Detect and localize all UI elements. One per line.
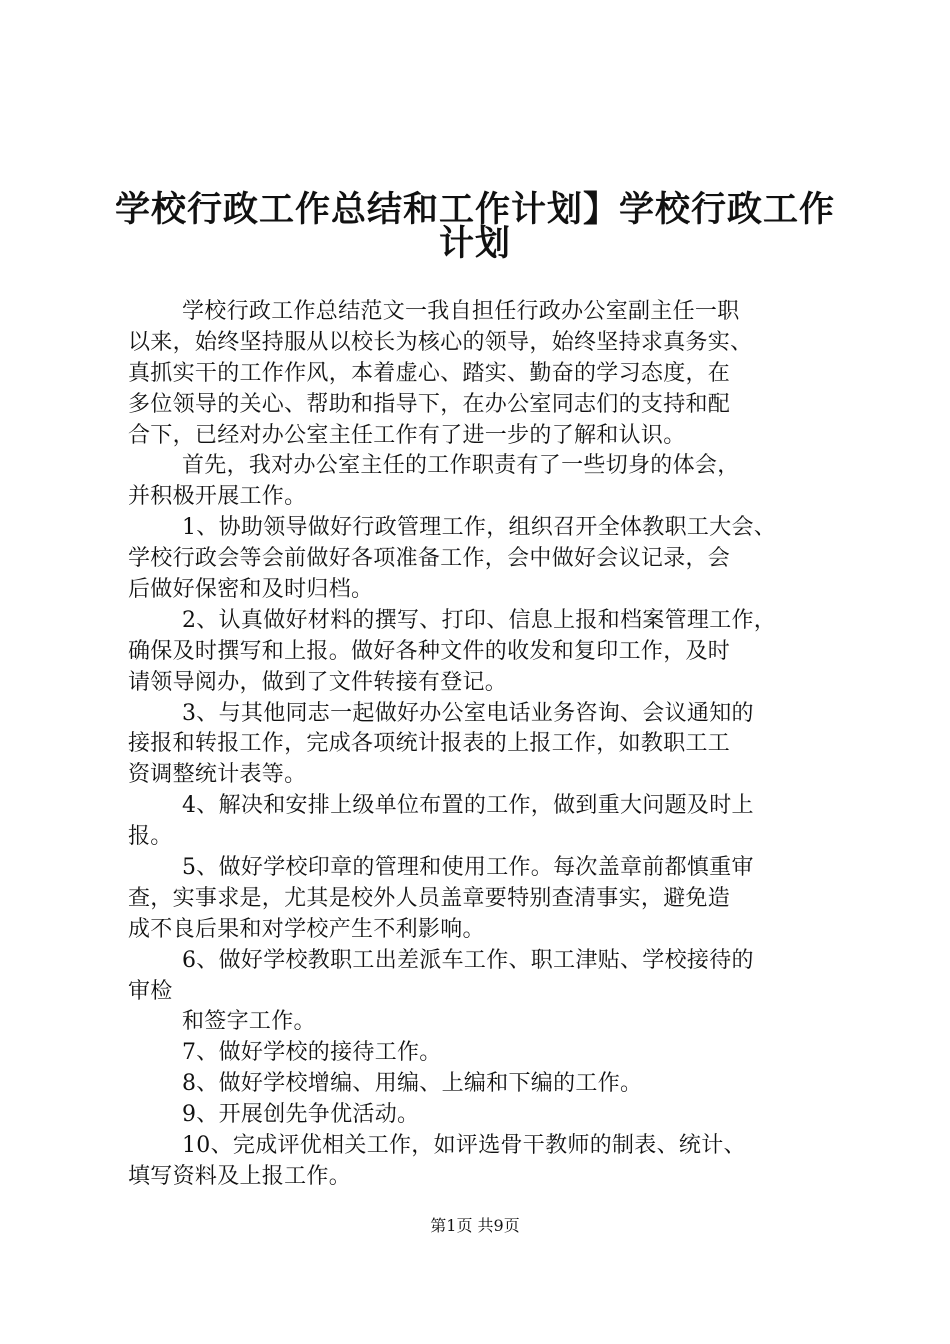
body-text-line: 7、做好学校的接待工作。 [182, 1040, 442, 1066]
body-text-line: 后做好保密和及时归档。 [128, 577, 374, 603]
body-text-line: 请领导阅办，做到了文件转接有登记。 [128, 669, 508, 695]
document-title-line-2: 计划 [438, 224, 511, 264]
body-text-line: 8、做好学校增编、用编、上编和下编的工作。 [182, 1071, 643, 1097]
body-text-line: 5、做好学校印章的管理和使用工作。每次盖章前都慎重审 [182, 855, 754, 881]
body-text-line: 并积极开展工作。 [128, 484, 307, 510]
body-text-line: 学校行政会等会前做好各项准备工作，会中做好会议记录，会 [128, 546, 731, 572]
body-text-line: 4、解决和安排上级单位布置的工作，做到重大问题及时上 [182, 793, 754, 819]
body-text-line: 填写资料及上报工作。 [128, 1163, 352, 1189]
body-text-line: 合下，已经对办公室主任工作有了进一步的了解和认识。 [128, 422, 686, 448]
body-text-line: 1、协助领导做好行政管理工作，组织召开全体教职工大会、 [182, 515, 777, 541]
body-text-line: 成不良后果和对学校产生不利影响。 [128, 916, 485, 942]
body-text-line: 3、与其他同志一起做好办公室电话业务咨询、会议通知的 [182, 700, 754, 726]
body-text-line: 9、开展创先争优活动。 [182, 1102, 420, 1128]
body-text-line: 以来，始终坚持服从以校长为核心的领导，始终坚持求真务实、 [128, 329, 753, 355]
body-text-line: 6、做好学校教职工出差派车工作、职工津贴、学校接待的 [182, 947, 754, 973]
document-body [128, 297, 838, 1193]
body-text-line: 2、认真做好材料的撰写、打印、信息上报和档案管理工作， [182, 607, 777, 633]
body-text-line: 和签字工作。 [182, 1009, 316, 1035]
body-text-line: 接报和转报工作，完成各项统计报表的上报工作，如教职工工 [128, 731, 731, 757]
body-text-line: 10、完成评优相关工作，如评选骨干教师的制表、统计、 [182, 1133, 746, 1159]
body-text-line: 确保及时撰写和上报。做好各种文件的收发和复印工作，及时 [128, 638, 731, 664]
body-text-line: 多位领导的关心、帮助和指导下，在办公室同志们的支持和配 [128, 391, 731, 417]
body-text-line: 资调整统计表等。 [128, 762, 307, 788]
document-title-line-1: 学校行政工作总结和工作计划】学校行政工作 [114, 190, 835, 230]
body-text-line: 报。 [128, 824, 173, 850]
body-text-line: 审检 [128, 978, 173, 1004]
body-text-line: 学校行政工作总结范文一我自担任行政办公室副主任一职 [182, 299, 740, 324]
body-text-line: 真抓实干的工作作风，本着虚心、踏实、勤奋的学习态度，在 [128, 360, 731, 386]
page-footer: 第1页 共9页 [430, 1216, 520, 1235]
body-text-line: 查，实事求是，尤其是校外人员盖章要特别查清事实，避免造 [128, 885, 731, 911]
body-text-line: 首先，我对办公室主任的工作职责有了一些切身的体会， [182, 453, 740, 479]
